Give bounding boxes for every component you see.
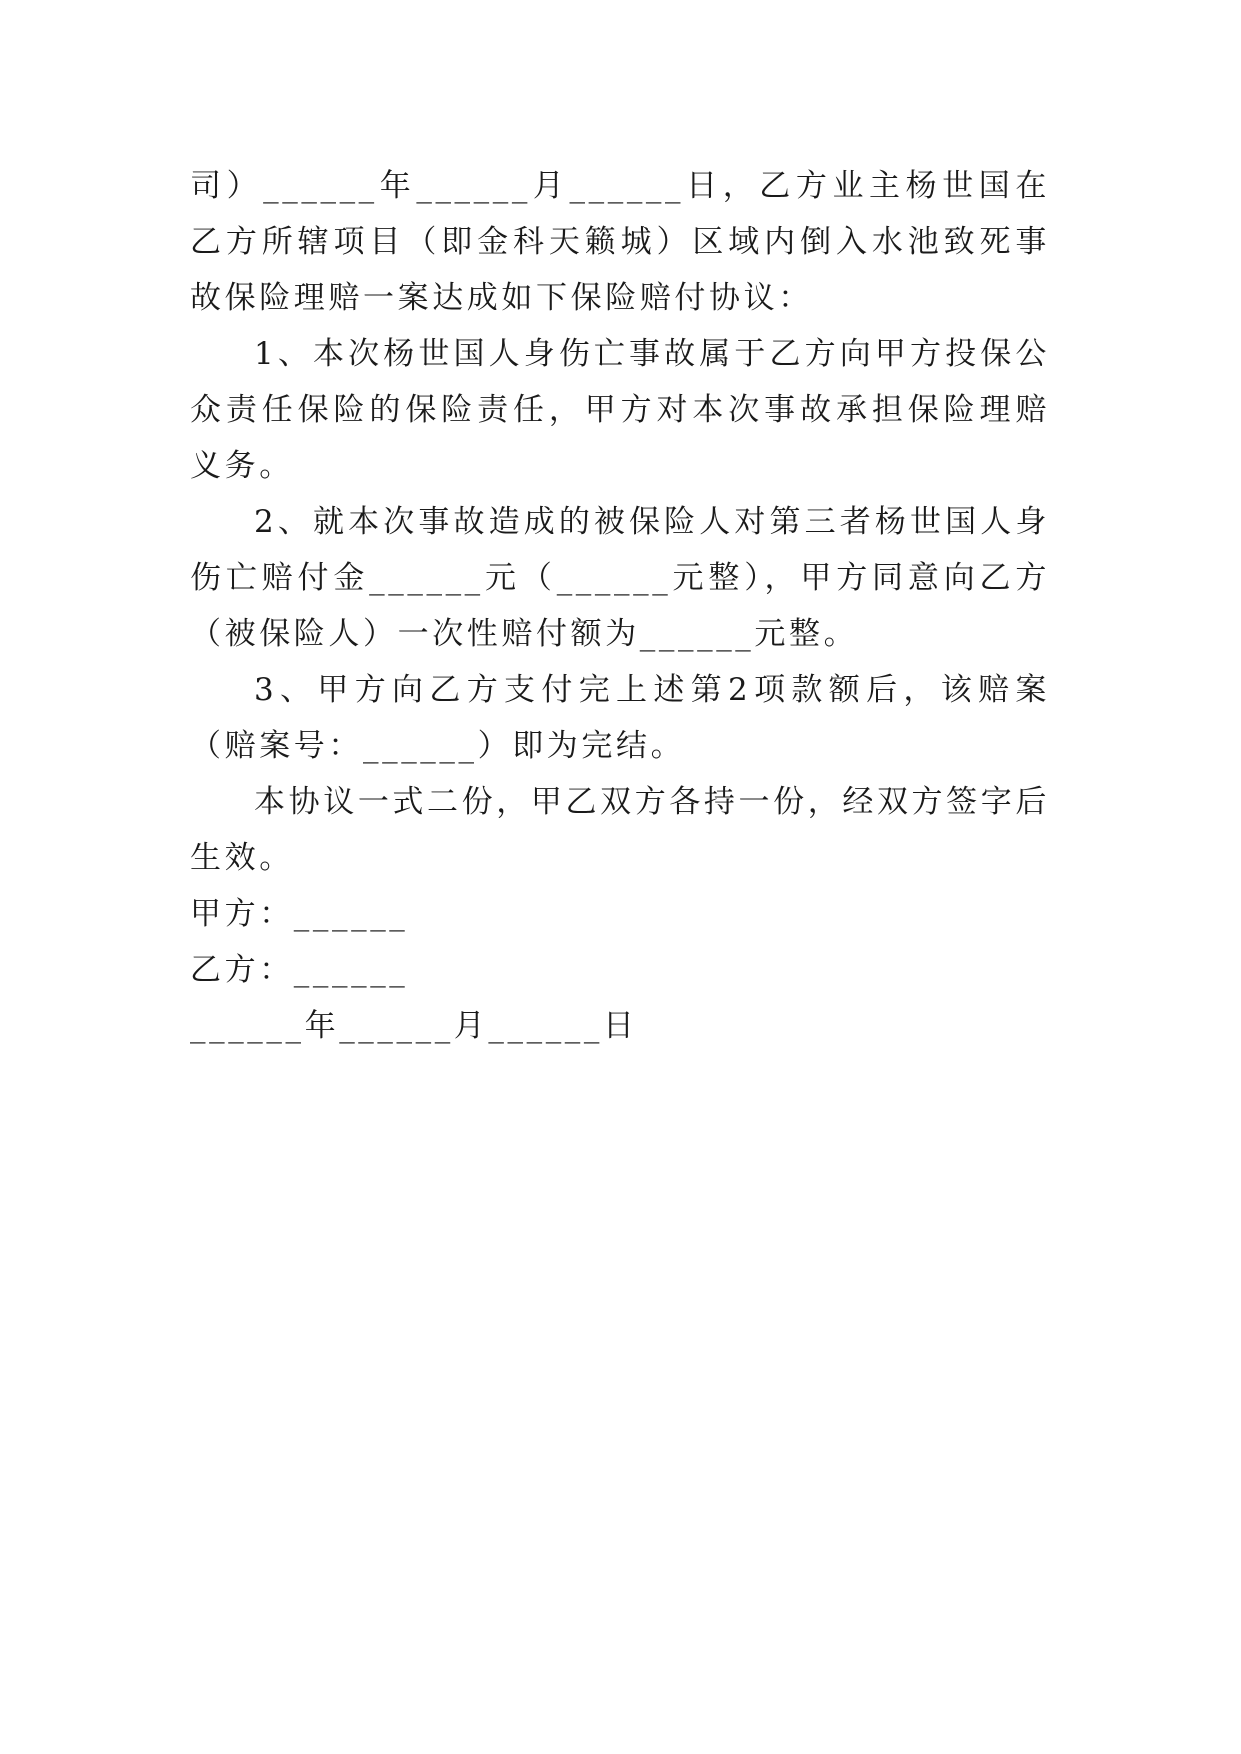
- signing-date: ______年______月______日: [190, 1008, 638, 1044]
- clause-3: 3、甲方向乙方支付完上述第2项款额后，该赔案（赔案号：______）即为完结。: [190, 672, 1050, 764]
- clause-1: 1、本次杨世国人身伤亡事故属于乙方向甲方投保公众责任保险的保险责任，甲方对本次事故承担保险理赔义务。: [190, 336, 1050, 484]
- intro-paragraph: 司）______年______月______日，乙方业主杨世国在乙方所辖项目（即金科天籁城）区域内倒入水池致死事故保险理赔一案达成如下保险赔付协议：: [190, 168, 1050, 316]
- agreement-body: [190, 158, 1050, 1054]
- validity-paragraph: 本协议一式二份，甲乙双方各持一份，经双方签字后生效。: [190, 784, 1050, 876]
- party-a-signature: 甲方：______: [190, 896, 409, 932]
- clause-2: 2、就本次事故造成的被保险人对第三者杨世国人身伤亡赔付金______元（______元整），甲方同意向乙方（被保险人）一次性赔付额为______元整。: [190, 504, 1050, 652]
- party-b-signature: 乙方：______: [190, 952, 409, 988]
